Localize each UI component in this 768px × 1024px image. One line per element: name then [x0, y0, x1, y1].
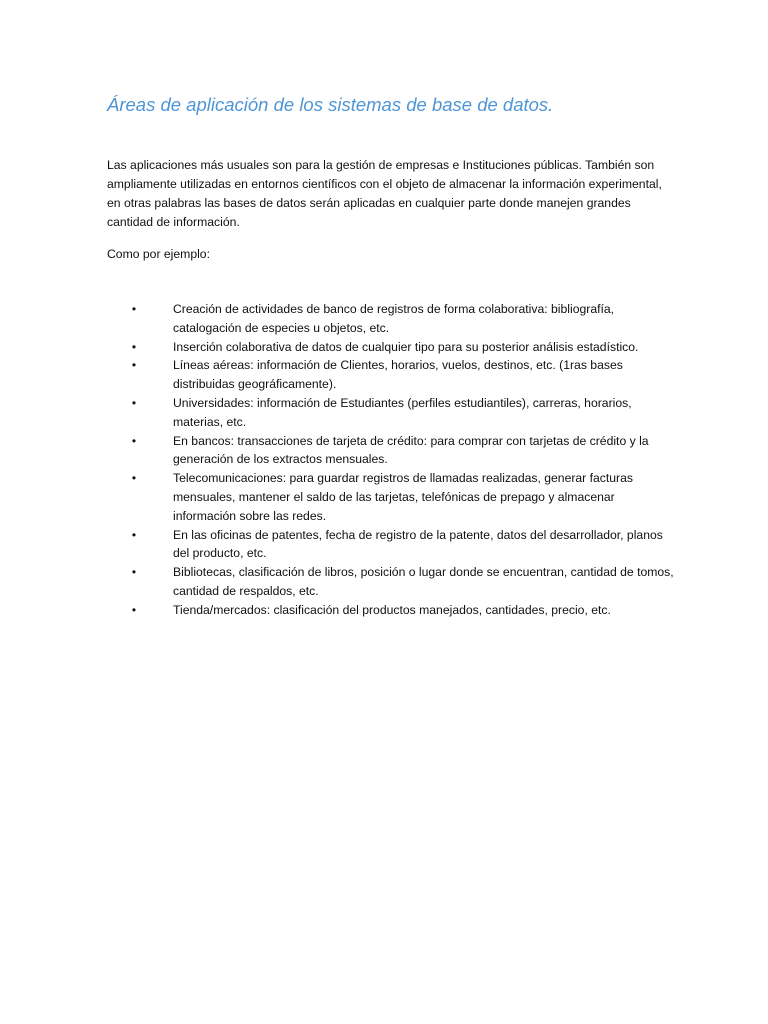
list-item-text: Telecomunicaciones: para guardar registros de llamadas realizadas, generar facturas mensuales, mantener el saldo de las tarjetas, telefónicas de prepago y almacenar información sobre las redes. — [173, 471, 633, 523]
list-item — [107, 338, 677, 357]
example-label: Como por ejemplo: — [107, 247, 210, 261]
list-item — [107, 601, 677, 620]
document-title: Áreas de aplicación de los sistemas de base de datos. — [107, 94, 554, 115]
bullet-icon: • — [131, 602, 137, 617]
list-item-text: Universidades: información de Estudiantes (perfiles estudiantiles), carreras, horarios, materias, etc. — [173, 395, 632, 429]
list-item-text: Líneas aéreas: información de Clientes, horarios, vuelos, destinos, etc. (1ras bases distribuidas geográficamente). — [173, 358, 623, 392]
bullet-icon: • — [131, 339, 137, 354]
list-item-text: En bancos: transacciones de tarjeta de crédito: para comprar con tarjetas de crédito y la generación de los extractos mensuales. — [173, 433, 649, 467]
bullet-icon: • — [131, 527, 137, 542]
list-item — [107, 432, 677, 470]
list-item-text: Inserción colaborativa de datos de cualquier tipo para su posterior análisis estadístico. — [173, 339, 639, 354]
list-item — [107, 300, 677, 338]
bullet-icon: • — [131, 433, 137, 448]
list-item-text: Tienda/mercados: clasificación del productos manejados, cantidades, precio, etc. — [173, 602, 611, 617]
intro-paragraph: Las aplicaciones más usuales son para la gestión de empresas e Instituciones públicas. También son ampliamente utilizadas en entornos científicos con el objeto de almacenar la información experimental, en otras palabras las bases de datos serán aplicadas en cualquier parte donde manejen grandes cantidad de información. — [107, 158, 662, 229]
list-item-text: En las oficinas de patentes, fecha de registro de la patente, datos del desarrollador, planos del producto, etc. — [173, 527, 663, 561]
bullet-icon: • — [131, 471, 137, 486]
list-item-text: Creación de actividades de banco de registros de forma colaborativa: bibliografía, catalogación de especies u objetos, etc. — [173, 302, 615, 335]
list-item — [107, 356, 677, 394]
list-item — [107, 394, 677, 432]
list-item — [107, 469, 677, 525]
bullet-icon: • — [131, 395, 137, 410]
list-item-text: Bibliotecas, clasificación de libros, posición o lugar donde se encuentran, cantidad de tomos, cantidad de respaldos, etc. — [173, 565, 674, 598]
bullet-icon: • — [131, 302, 137, 316]
bullet-icon: • — [131, 565, 137, 580]
list-item — [107, 563, 677, 601]
bullet-icon: • — [131, 358, 137, 373]
bullet-list — [107, 300, 677, 620]
list-item — [107, 526, 677, 564]
